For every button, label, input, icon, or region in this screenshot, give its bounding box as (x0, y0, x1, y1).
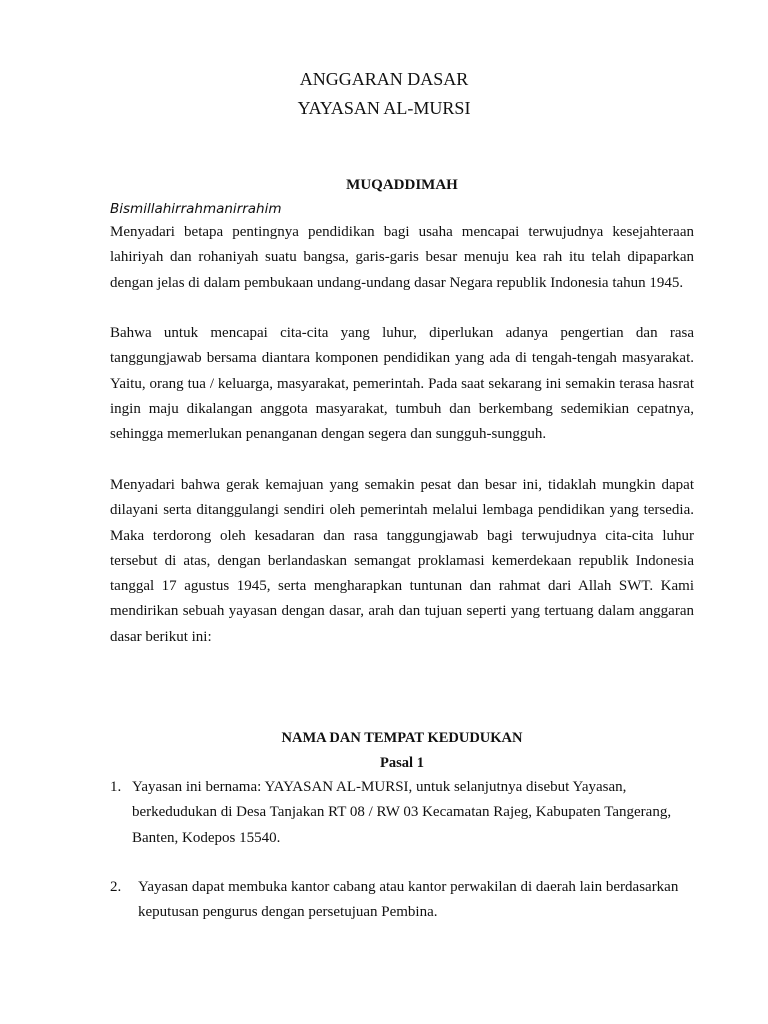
paragraph-3: Menyadari bahwa gerak kemajuan yang semakin pesat dan besar ini, tidaklah mungkin dapat dilayani serta ditanggulangi sendiri oleh pemerintah melalui lembaga pendidikan yang tersedia. Maka terdorong oleh kesadaran dan rasa tanggungjawab bagi terwujudnya cita-cita luhur tersebut di atas, dengan berlandaskan semangat proklamasi kemerdekaan republik Indonesia tanggal 17 agustus 1945, serta mengharapkan tuntunan dan rahmat dari Allah SWT. Kami mendirikan sebuah yayasan dengan dasar, arah dan tujuan seperti yang tertuang dalam anggaran dasar berikut ini: (110, 476, 694, 645)
list-item-text: Yayasan dapat membuka kantor cabang atau kantor perwakilan di daerah lain berdasarkan keputusan pengurus dengan persetujuan Pembina. (138, 878, 679, 921)
document-title: ANGGARAN DASAR (299, 69, 469, 89)
chapter-section (110, 727, 694, 925)
list-item (110, 875, 694, 926)
chapter-heading: NAMA DAN TEMPAT KEDUDUKAN (281, 730, 523, 746)
list-item-text: Yayasan ini bernama: YAYASAN AL-MURSI, untuk selanjutnya disebut Yayasan, berkedudukan di Desa Tanjakan RT 08 / RW 03 Kecamatan Rajeg, Kabupaten Tangerang, Banten, Kodepos 15540. (132, 779, 672, 846)
muqaddimah-heading: MUQADDIMAH (346, 177, 458, 193)
document-subtitle: YAYASAN AL-MURSI (297, 98, 471, 118)
paragraph-2: Bahwa untuk mencapai cita-cita yang luhur, diperlukan adanya pengertian dan rasa tanggungjawab bersama diantara komponen pendidikan yang ada di tengah-tengah masyarakat. Yaitu, orang tua / keluarga, masyarakat, pemerintah. Pada saat sekarang ini semakin terasa hasrat ingin maju dikalangan anggota masyarakat, tumbuh dan berkembang sedemikian cepatnya, sehingga memerlukan penanganan dengan segera dan sungguh-sungguh. (110, 325, 694, 443)
pasal-heading: Pasal 1 (380, 755, 424, 771)
list-item (110, 775, 694, 851)
paragraph-1: Menyadari betapa pentingnya pendidikan bagi usaha mencapai terwujudnya kesejahteraan lahiriyah dan rohaniyah suatu bangsa, garis-garis besar menuju kea rah itu telah dipaparkan dengan jelas di dalam pembukaan undang-undang dasar Negara republik Indonesia tahun 1945. (110, 224, 694, 291)
list-item-number: 1. (110, 779, 122, 795)
muqaddimah-section (110, 174, 694, 650)
basmalah-line: Bismillahirrahmanirrahim (110, 201, 282, 217)
list-item-number: 2. (110, 878, 122, 895)
